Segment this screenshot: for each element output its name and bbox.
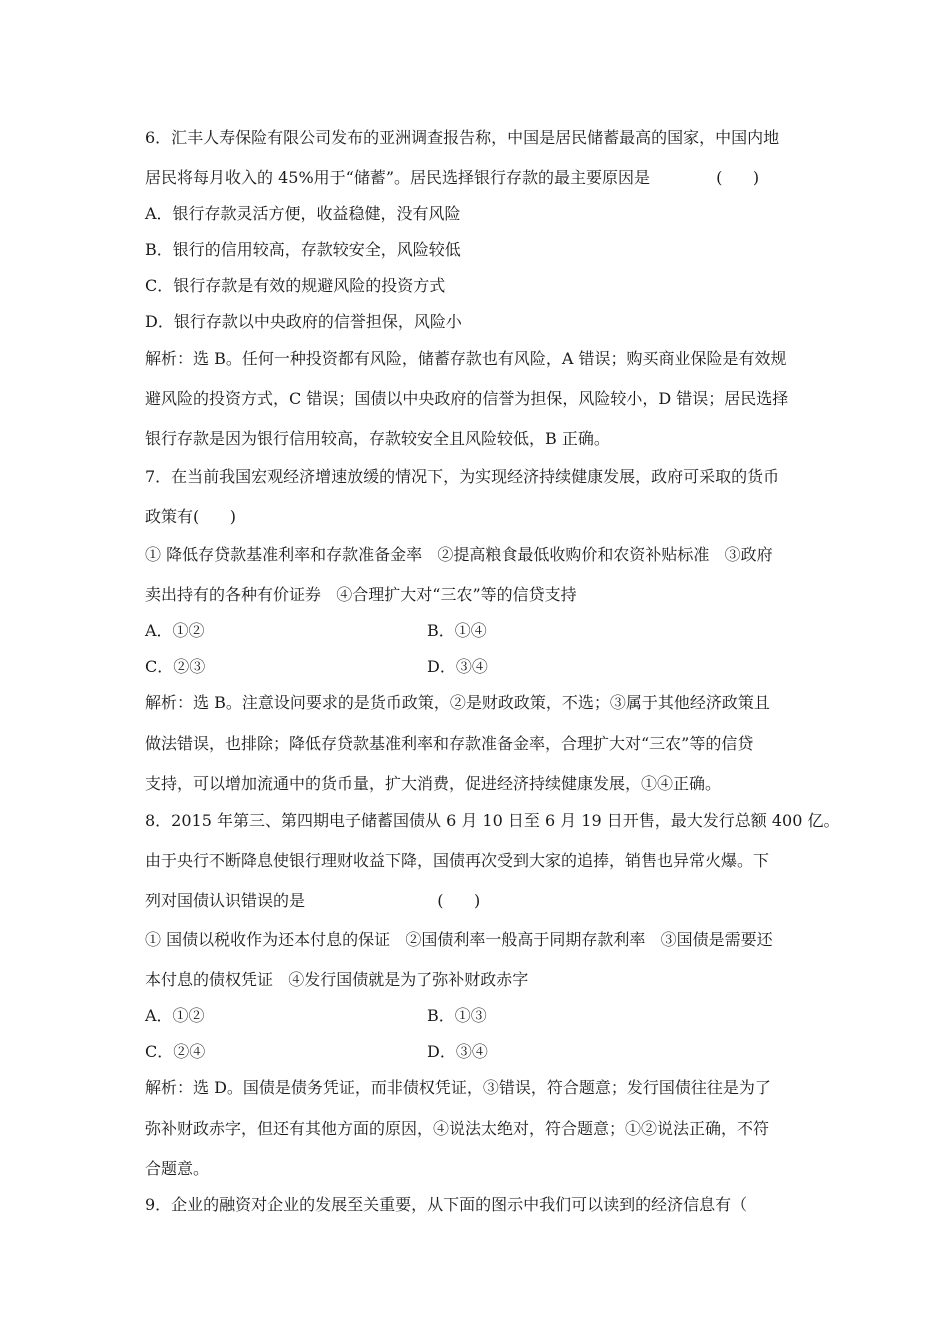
q6-option-a: A．银行存款灵活方便，收益稳健，没有风险 xyxy=(145,204,461,223)
q9-stem-line-1: 9．企业的融资对企业的发展至关重要，从下面的图示中我们可以读到的经济信息有（ xyxy=(145,1195,748,1214)
q8-option-d: D．③④ xyxy=(427,1042,488,1061)
q7-option-b: B．①④ xyxy=(427,621,487,640)
q8-stem-line-3: 列对国债认识错误的是 ( ) xyxy=(145,891,481,910)
q6-analysis-line-2: 避风险的投资方式，C 错误；国债以中央政府的信誉为担保，风险较小，D 错误；居民选择 xyxy=(145,389,789,408)
q8-analysis-line-3: 合题意。 xyxy=(145,1159,210,1178)
q6-stem-line-2: 居民将每月收入的 45%用于“储蓄”。居民选择银行存款的最主要原因是 ( ) xyxy=(145,168,760,187)
q7-items-line-1: ① 降低存贷款基准利率和存款准备金率 ②提高粮食最低收购价和农资补贴标准 ③政府 xyxy=(145,545,773,564)
q7-analysis-line-3: 支持，可以增加流通中的货币量，扩大消费，促进经济持续健康发展，①④正确。 xyxy=(145,774,722,793)
q7-option-c: C．②③ xyxy=(145,657,206,676)
q7-option-d: D．③④ xyxy=(427,657,488,676)
q8-option-c: C．②④ xyxy=(145,1042,206,1061)
q8-stem-line-1: 8．2015 年第三、第四期电子储蓄国债从 6 月 10 日至 6 月 19 日开售，最大发行总额 400 亿。 xyxy=(145,811,840,830)
q7-stem-line-2: 政策有( ) xyxy=(145,507,237,526)
q8-option-b: B．①③ xyxy=(427,1006,487,1025)
q8-analysis-line-1: 解析：选 D。国债是债务凭证，而非债权凭证，③错误，符合题意；发行国债往往是为了 xyxy=(145,1078,771,1097)
q7-stem-line-1: 7．在当前我国宏观经济增速放缓的情况下，为实现经济持续健康发展，政府可采取的货币 xyxy=(145,467,780,486)
q7-items-line-2: 卖出持有的各种有价证券 ④合理扩大对“三农”等的信贷支持 xyxy=(145,585,577,604)
q6-analysis-line-3: 银行存款是因为银行信用较高，存款较安全且风险较低，B 正确。 xyxy=(145,429,610,448)
q8-items-line-1: ① 国债以税收作为还本付息的保证 ②国债利率一般高于同期存款利率 ③国债是需要还 xyxy=(145,930,773,949)
q8-analysis-line-2: 弥补财政赤字，但还有其他方面的原因，④说法太绝对，符合题意；①②说法正确，不符 xyxy=(145,1119,770,1138)
q6-option-c: C．银行存款是有效的规避风险的投资方式 xyxy=(145,276,446,295)
q6-stem-line-1: 6．汇丰人寿保险有限公司发布的亚洲调查报告称，中国是居民储蓄最高的国家，中国内地 xyxy=(145,128,780,147)
q8-option-a: A．①② xyxy=(145,1006,205,1025)
q8-stem-line-2: 由于央行不断降息使银行理财收益下降，国债再次受到大家的追捧，销售也异常火爆。下 xyxy=(145,851,770,870)
q8-items-line-2: 本付息的债权凭证 ④发行国债就是为了弥补财政赤字 xyxy=(145,970,529,989)
q7-option-a: A．①② xyxy=(145,621,205,640)
q6-option-d: D．银行存款以中央政府的信誉担保，风险小 xyxy=(145,312,462,331)
q7-analysis-line-2: 做法错误，也排除；降低存贷款基准利率和存款准备金率，合理扩大对“三农”等的信贷 xyxy=(145,734,754,753)
q6-option-b: B．银行的信用较高，存款较安全，风险较低 xyxy=(145,240,461,259)
q6-analysis-line-1: 解析：选 B。任何一种投资都有风险，储蓄存款也有风险，A 错误；购买商业保险是有效规 xyxy=(145,349,787,368)
q7-analysis-line-1: 解析：选 B。注意设问要求的是货币政策，②是财政政策，不选；③属于其他经济政策且 xyxy=(145,693,770,712)
